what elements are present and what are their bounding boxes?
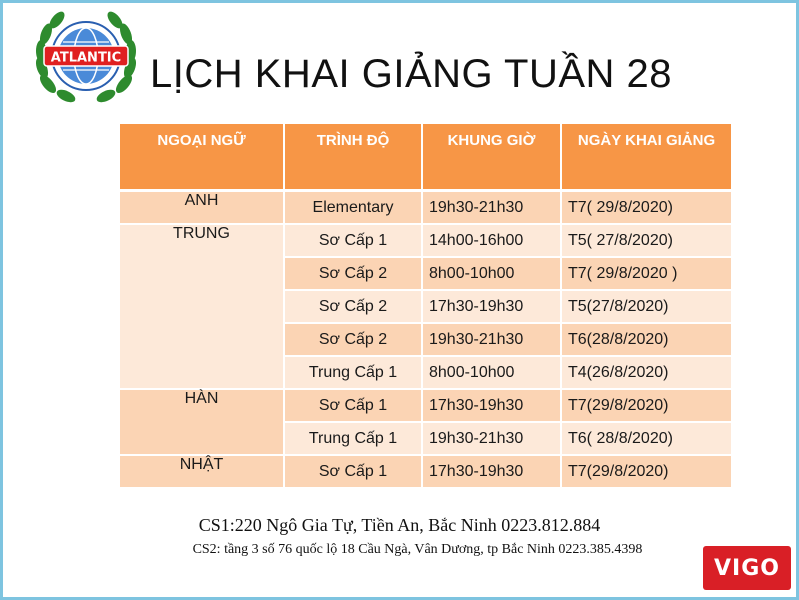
vigo-watermark <box>703 546 791 590</box>
language-cell: TRUNG <box>120 224 284 389</box>
date-cell: T5(27/8/2020) <box>561 290 731 323</box>
table-row <box>120 191 731 225</box>
level-cell: Trung Cấp 1 <box>284 422 422 455</box>
date-cell: T6( 28/8/2020) <box>561 422 731 455</box>
language-cell: ANH <box>120 191 284 225</box>
date-cell: T7(29/8/2020) <box>561 455 731 488</box>
time-cell: 14h00-16h00 <box>422 224 561 257</box>
time-cell: 8h00-10h00 <box>422 356 561 389</box>
level-cell: Elementary <box>284 191 422 225</box>
table-row <box>120 389 731 422</box>
time-cell: 17h30-19h30 <box>422 290 561 323</box>
header-level: TRÌNH ĐỘ <box>284 124 422 191</box>
language-cell: NHẬT <box>120 455 284 488</box>
date-cell: T5( 27/8/2020) <box>561 224 731 257</box>
date-cell: T7( 29/8/2020) <box>561 191 731 225</box>
time-cell: 19h30-21h30 <box>422 323 561 356</box>
language-cell: HÀN <box>120 389 284 455</box>
date-cell: T7( 29/8/2020 ) <box>561 257 731 290</box>
level-cell: Sơ Cấp 1 <box>284 455 422 488</box>
date-cell: T7(29/8/2020) <box>561 389 731 422</box>
table-header-row <box>120 124 731 191</box>
header-start-date: NGÀY KHAI GIẢNG <box>561 124 731 191</box>
table-row <box>120 455 731 488</box>
schedule-table <box>120 124 731 489</box>
level-cell: Sơ Cấp 2 <box>284 290 422 323</box>
page-title: LỊCH KHAI GIẢNG TUẦN 28 <box>150 52 673 96</box>
time-cell: 17h30-19h30 <box>422 389 561 422</box>
level-cell: Sơ Cấp 2 <box>284 257 422 290</box>
level-cell: Trung Cấp 1 <box>284 356 422 389</box>
time-cell: 8h00-10h00 <box>422 257 561 290</box>
header-language: NGOẠI NGỮ <box>120 124 284 191</box>
level-cell: Sơ Cấp 1 <box>284 389 422 422</box>
time-cell: 19h30-21h30 <box>422 422 561 455</box>
date-cell: T4(26/8/2020) <box>561 356 731 389</box>
logo-text: ATLANTIC <box>50 50 122 66</box>
level-cell: Sơ Cấp 1 <box>284 224 422 257</box>
footer-address-cs1: CS1:220 Ngô Gia Tự, Tiền An, Bắc Ninh 0223.812.884 <box>198 515 601 535</box>
header-time: KHUNG GIỜ <box>422 124 561 191</box>
level-cell: Sơ Cấp 2 <box>284 323 422 356</box>
table-row <box>120 224 731 257</box>
time-cell: 19h30-21h30 <box>422 191 561 225</box>
date-cell: T6(28/8/2020) <box>561 323 731 356</box>
watermark-text: VIGO <box>714 555 780 581</box>
footer-address-cs2: CS2: tầng 3 số 76 quốc lộ 18 Cầu Ngà, Vân Dương, tp Bắc Ninh 0223.385.4398 <box>192 542 643 557</box>
atlantic-logo <box>30 4 142 114</box>
time-cell: 17h30-19h30 <box>422 455 561 488</box>
